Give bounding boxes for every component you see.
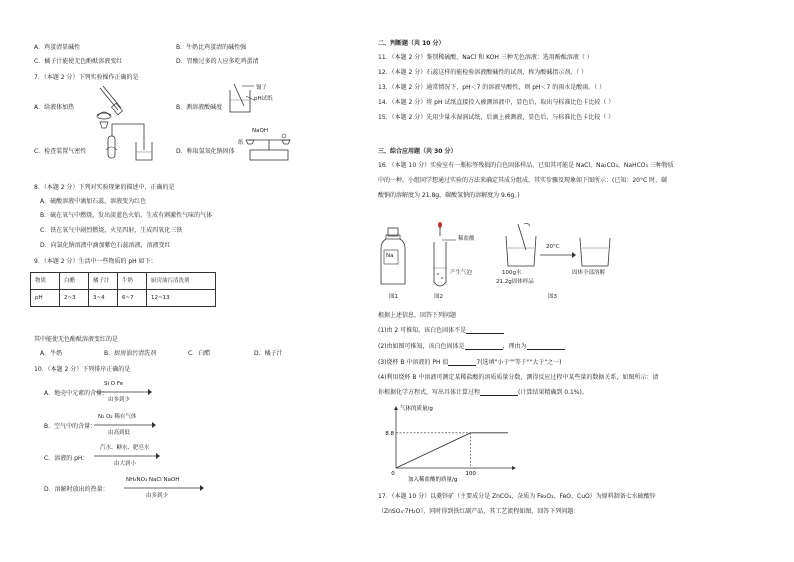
q10-option-d: D．溶解时放出的热量：	[44, 486, 109, 493]
q7-d-figure	[244, 130, 294, 164]
x-tick-label: 100	[465, 471, 476, 477]
fig3-sample-label: 21.2g固体样品	[496, 279, 534, 285]
q16-sub-4-text-a: 你根据化学方程式，写出具体计算过程	[378, 389, 481, 396]
series-line	[396, 433, 508, 468]
table-cell: 物质	[31, 273, 60, 290]
q10-c-direction: 由大到小	[114, 461, 137, 467]
table-row	[31, 273, 216, 290]
q6-option-a: A．鸡蛋清显碱性	[34, 44, 81, 51]
q10-option-b: B．空气中的含量：	[44, 423, 97, 430]
x-tick-label: 0	[391, 471, 395, 477]
q9-option-b: B．厨房油污清洗剂	[104, 350, 157, 357]
q10-c-items: 汽水、糖水、肥皂水	[100, 445, 150, 451]
table-cell: 2~3	[60, 290, 89, 307]
q7-option-b: B．测溶液酸碱度	[176, 104, 223, 111]
q7-option-c: C．检查装置气密性	[34, 148, 87, 155]
q9-option-d: D．橘子汁	[254, 350, 283, 357]
q16-sub-3-text-a: (3)烧杯 B 中溶液的 PH 值	[378, 359, 449, 366]
fig2-gas-label: 产生气泡	[450, 270, 473, 276]
q7-title: 7．（本题 2 分）下列实验操作正确的是	[34, 74, 139, 81]
q9-question: 其中能使无色酚酞溶液变红的是	[34, 336, 119, 343]
q6-option-d: D．胃酸过多的人应多吃鸡蛋清	[176, 58, 259, 65]
y-tick-label: 8.8	[385, 430, 394, 437]
fig3-caption: 图3	[548, 294, 557, 300]
q7-b-label-tweezers: 镊子	[256, 85, 268, 91]
x-axis-label: 加入稀盐酸的质量/g	[408, 477, 458, 483]
fig3-temperature-label: 20°C	[546, 244, 560, 250]
q16-sub-2-text-a: (2)由如图可推知，该白色固体是	[378, 343, 465, 350]
table-cell: pH	[31, 290, 60, 307]
q16-sub-3-text-b: 7(选填"小于""等于""大于"之一)	[476, 359, 562, 366]
q7-d-label-naoh: NaOH	[252, 128, 268, 134]
fig3-beaker-b	[578, 236, 612, 268]
fig2-acid-label: 稀盐酸	[458, 236, 475, 242]
q7-b-label-ph-paper: pH试纸	[254, 96, 273, 102]
table-cell: 3~4	[89, 290, 118, 307]
q8-option-d: D．向氯化钠溶液中滴加紫色石蕊溶液，溶液变红	[40, 242, 171, 249]
fig2-acid-pointer	[442, 239, 456, 241]
table-cell: 橘子汁	[89, 273, 118, 290]
table-cell: 牛奶	[118, 273, 147, 290]
q9-ph-table	[30, 272, 216, 307]
q16-intro: 根据上述信息，回答下列问题	[378, 312, 457, 319]
fig3-water-label: 100g水	[502, 270, 522, 276]
answer-blank[interactable]	[527, 344, 565, 350]
q6-option-b: B．牛奶比鸡蛋清的碱性强	[176, 44, 247, 51]
q13: 13．（本题 2 分）通常情况下，pH＜7 的溶液呈酸性，则 pH＜7 的雨水是酸雨。（ ）	[378, 84, 606, 91]
y-axis-arrow	[394, 406, 398, 410]
q17-line-2: （ZnSO₄·7H₂O），同时得到铁红副产品，其工艺流程如图，回答下列问题：	[378, 508, 580, 515]
q10-title: 10．（本题 2 分）下列排序正确的是	[34, 366, 131, 373]
q8-option-a: A．硫酸溶液中滴加石蕊，溶液变为红色	[40, 198, 147, 205]
q16-sub-3	[378, 359, 561, 366]
q7-option-a: A．给液体加热	[34, 104, 75, 111]
fig2-caption: 图2	[434, 294, 443, 300]
table-cell: 厨房油污清洗剂	[147, 273, 216, 290]
q16-sub-4-line-1: (4)利用烧杯 B 中溶液可测定某稀盐酸的溶质质量分数，测得反应过程中某些量的数据关系，如图所示：请	[378, 374, 659, 381]
fig1-bottle-label: Na	[386, 253, 394, 259]
fig3-beaker-a	[504, 222, 538, 268]
q10-a-direction: 由多到少	[108, 397, 131, 403]
q10-b-arrow	[94, 422, 156, 428]
q7-c-figure	[104, 120, 164, 164]
q14: 14．（本题 2 分）将 pH 试纸直接投入被测溶液中，显色后，取出与标准比色卡比较（ ）	[378, 99, 615, 106]
q8-option-b: B．硫在氧气中燃烧，发出淡蓝色火焰，生成有刺激性气味的气体	[40, 212, 213, 219]
q7-d-label-paper: 纸	[238, 140, 244, 146]
q8-title: 8．（本题 2 分）下列对实验现象的描述中，正确的是	[34, 184, 175, 191]
table-cell: 白醋	[60, 273, 89, 290]
q10-d-arrow	[124, 485, 204, 491]
q16-sub-4-text-b: (计算结果精确到 0.1%)。	[518, 389, 588, 396]
q10-option-c: C．溶液的 pH：	[44, 455, 89, 462]
answer-blank[interactable]	[465, 344, 503, 350]
q10-b-direction: 由高到低	[108, 430, 131, 436]
x-axis-arrow	[512, 466, 516, 470]
table-cell: 12~13	[147, 290, 216, 307]
q16-line-3: 酸钠的溶解度为 21.8g，碳酸氢钠的溶解度为 9.6g。)	[378, 192, 520, 199]
answer-blank[interactable]	[480, 390, 518, 396]
q17-line-1: 17．（本题 10 分）以菱锌矿（主要成分是 ZnCO₃，杂质为 Fe₂O₃、FeO、CuO）为原料制备七水硫酸锌	[378, 493, 656, 500]
q6-option-c: C．橘子汁能使无色酚酞溶液变红	[34, 58, 123, 65]
table-row	[31, 290, 216, 307]
q12: 12．（本题 2 分）石蕊这样的能检验溶液酸碱性的试剂，称为酸碱指示剂。（ ）	[378, 69, 588, 76]
q9-option-a: A．牛奶	[40, 350, 63, 357]
fig3-dissolve-label: 固体全部溶解	[572, 270, 606, 276]
q16-sub-1	[378, 327, 504, 334]
answer-blank[interactable]	[466, 328, 504, 334]
section-3-heading: 三、综合应用题（共 30 分）	[378, 148, 457, 155]
q16-sub-2	[378, 343, 565, 350]
fig3-process-arrow	[540, 252, 576, 258]
q7-option-d: D．称取氢氧化钠固体	[176, 148, 235, 155]
q16-line-1: 16．（本题 10 分）实验室有一瓶标签残损的白色固体样品，已知其可能是 NaCl、Na₂CO₃、NaHCO₃ 三种物质	[378, 162, 674, 169]
q10-b-items: N₂ O₂ 稀有气体	[98, 414, 137, 420]
q10-c-arrow	[94, 453, 160, 459]
q15: 15．（本题 2 分）先用少量水湿润试纸，后滴上被测液，显色后，与标准比色卡比较（ ）	[378, 114, 615, 121]
q16-sub-4-line-2	[378, 389, 588, 396]
q10-a-arrow	[96, 389, 152, 395]
answer-blank[interactable]	[448, 360, 476, 366]
section-2-heading: 二、判断题（共 10 分）	[378, 40, 445, 47]
q10-option-a: A．地壳中元素的含量：	[44, 390, 109, 397]
q10-d-items: NH₄NO₃ NaCl NaOH	[126, 477, 180, 483]
gas-mass-chart	[378, 404, 518, 483]
table-cell: 6~7	[118, 290, 147, 307]
q9-title: 9．（本题 2 分）生活中一些物质的 pH 如下：	[34, 258, 157, 265]
q10-d-direction: 由多到少	[146, 493, 169, 499]
q9-option-c: C．白醋	[188, 350, 211, 357]
fig1-caption: 图1	[389, 294, 398, 300]
y-axis-label: 气体的质量/g	[400, 406, 433, 412]
q8-option-c: C．铁在氧气中剧烈燃烧，火星四射，生成四氧化三铁	[40, 227, 183, 234]
q16-line-2: 中的一种，小组同学想通过实验的方法来确定其成分组成，其实步骤及现象如下图所示：(已知：20°C 时，碳	[378, 177, 668, 184]
fig2-test-tube	[430, 222, 450, 290]
q11: 11．（本题 2 分）鉴别稀硫酸、NaCl 和 KOH 三种无色溶液：选用酚酞溶液（ ）	[378, 54, 593, 61]
q10-a-items: Si O Fe	[104, 381, 124, 387]
q16-sub-1-text: (1)由 2 可推知，该白色固体不是	[378, 327, 467, 334]
q16-sub-2-text-b: ，理由为	[502, 343, 527, 350]
